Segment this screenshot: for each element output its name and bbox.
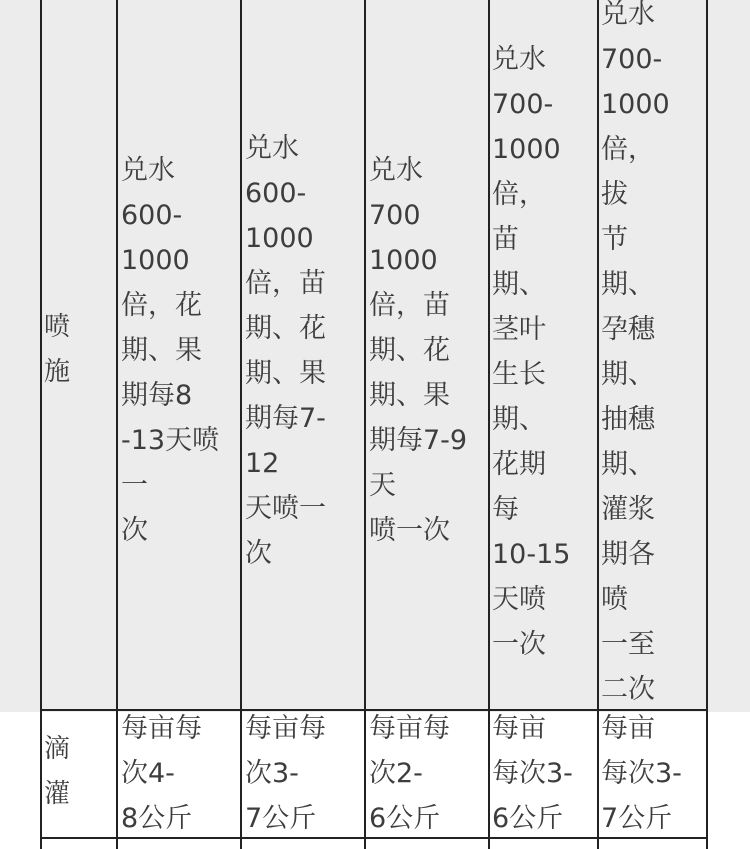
table-cell: 每亩 每次3- 7公斤 [601,713,682,834]
table-cell: 兑水 600- 1000 倍，花 期、果 期每8 -13天喷 一 次 [121,155,220,546]
row-label-drip: 滴 灌 [44,734,71,809]
row-label-spray: 喷 施 [44,312,71,387]
grid-line [706,0,708,849]
table-cell: 每亩每 次2- 6公斤 [369,713,450,834]
grid-line [597,0,599,849]
table-cell: 兑水 700- 1000 倍， 苗 期、 茎叶 生长 期、 花期 每 10-15 天喷 一次 [492,44,571,660]
table-cell: 每亩每 次3- 7公斤 [245,713,326,834]
grid-line [116,0,118,849]
table-cell: 每亩 每次3- 6公斤 [492,713,573,834]
table-cell: 兑水 600- 1000 倍，苗 期、花 期、果 期每7- 12 天喷一 次 [245,133,326,569]
table-cell: 每亩每 次4- 8公斤 [121,713,202,834]
table-cell: 兑水 700 1000 倍，苗 期、花 期、果 期每7-9 天 喷一次 [369,155,468,546]
grid-line [364,0,366,849]
grid-line [40,0,42,849]
table-cell: 兑水 700- 1000 倍， 拔 节 期、 孕穗 期、 抽穗 期、 灌浆 期各 喷 一至 二次 [601,0,670,705]
grid-line [488,0,490,849]
grid-line [240,0,242,849]
